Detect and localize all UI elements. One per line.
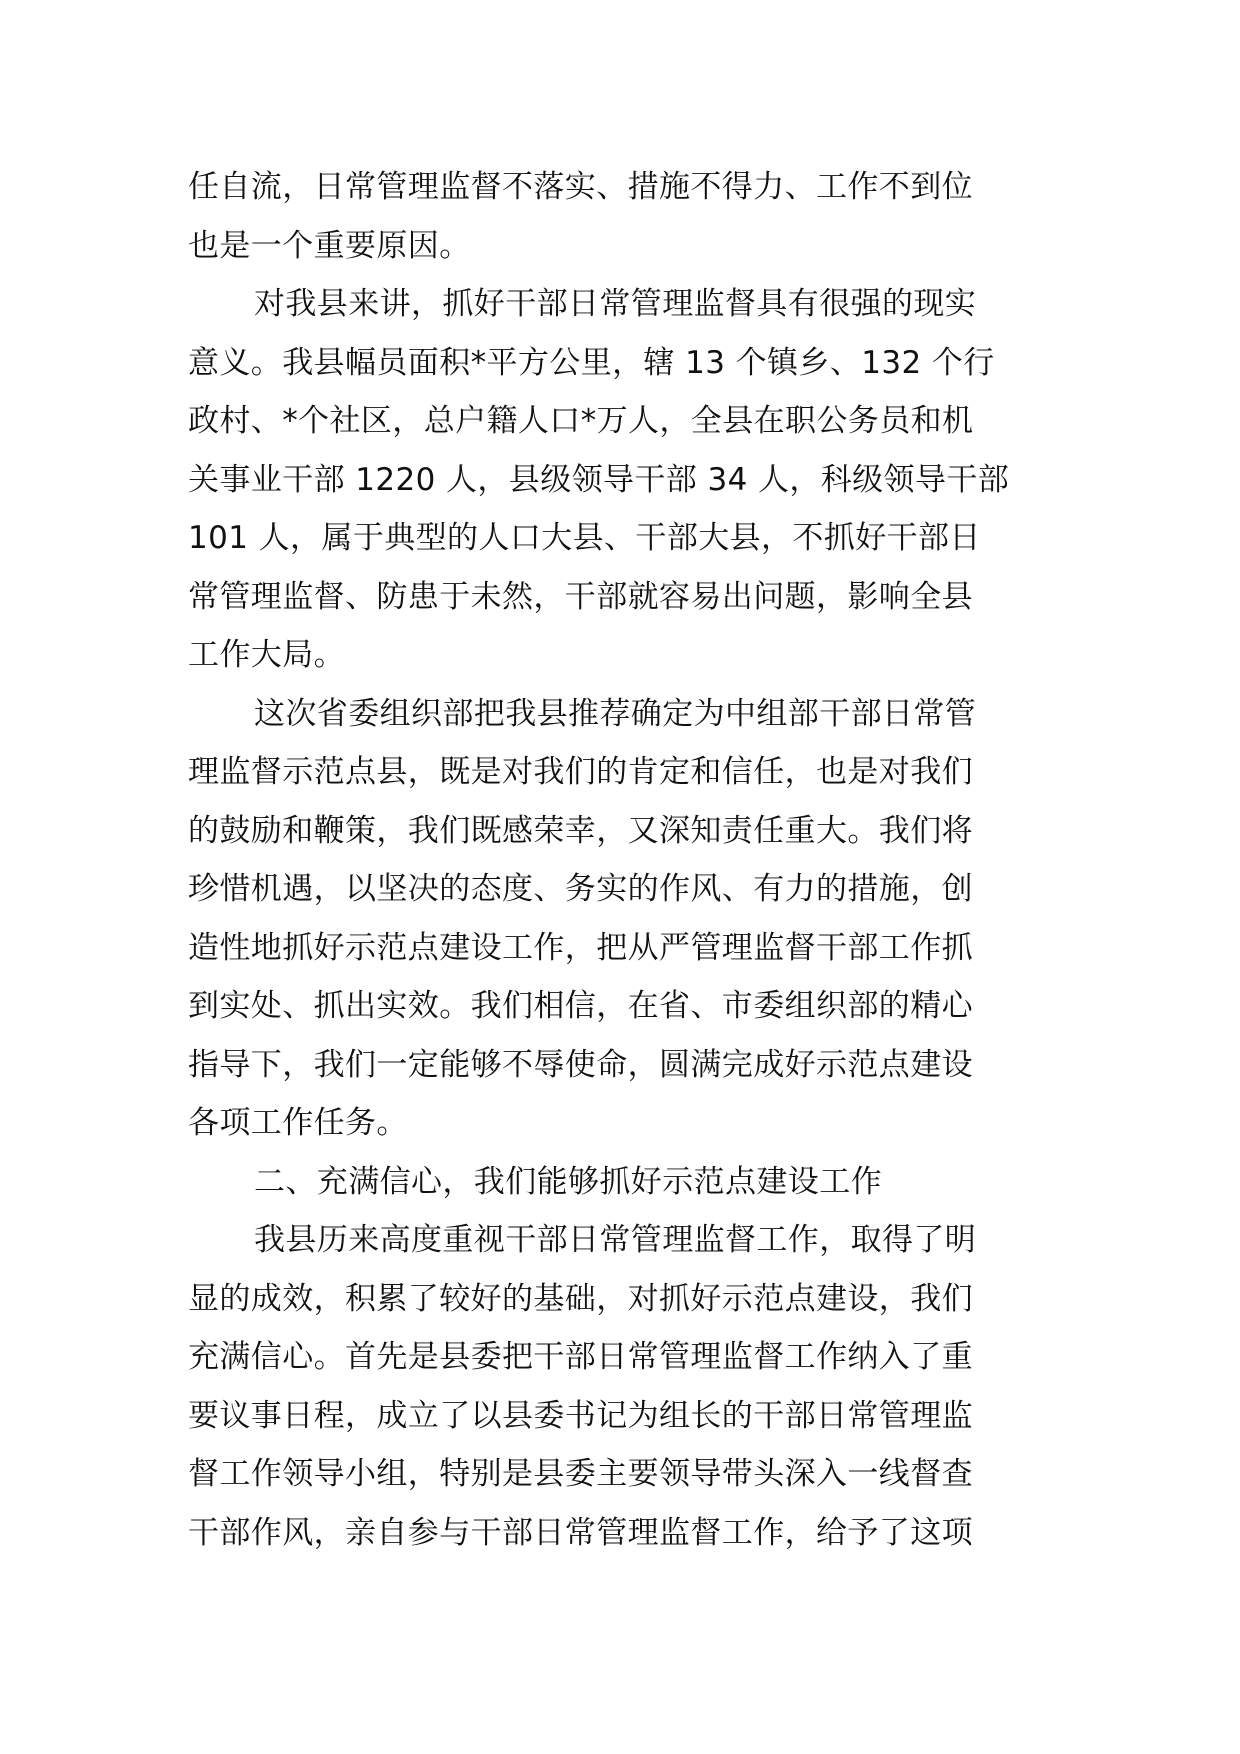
text-line: 理监督示范点县，既是对我们的肯定和信任，也是对我们: [188, 754, 973, 790]
text-line: 显的成效，积累了较好的基础，对抓好示范点建设，我们: [188, 1280, 973, 1317]
paragraph-start-line: 对我县来讲，抓好干部日常管理监督具有很强的现实: [254, 286, 977, 322]
text-line: 工作大局。: [188, 637, 345, 673]
text-line: 也是一个重要原因。: [188, 227, 471, 264]
text-line: 到实处、抓出实效。我们相信，在省、市委组织部的精心: [188, 988, 973, 1024]
text-line: 的鼓励和鞭策，我们既感荣幸，又深知责任重大。我们将: [188, 812, 973, 849]
paragraph-start-line: 这次省委组织部把我县推荐确定为中组部干部日常管: [254, 695, 977, 732]
text-line: 干部作风，亲自参与干部日常管理监督工作，给予了这项: [188, 1514, 973, 1551]
text-line: 关事业干部 1220 人，县级领导干部 34 人，科级领导干部: [188, 461, 1010, 498]
text-line: 意义。我县幅员面积*平方公里，辖 13 个镇乡、132 个行: [188, 344, 995, 381]
body-text: [188, 158, 1058, 1562]
text-line: 各项工作任务。: [188, 1105, 408, 1141]
text-line: 督工作领导小组，特别是县委主要领导带头深入一线督查: [188, 1456, 973, 1492]
text-line: 政村、*个社区，总户籍人口*万人，全县在职公务员和机: [188, 403, 974, 439]
text-line: 任自流，日常管理监督不落实、措施不得力、工作不到位: [188, 169, 973, 205]
text-line: 珍惜机遇，以坚决的态度、务实的作风、有力的措施，创: [188, 871, 973, 907]
section-heading: 二、充满信心，我们能够抓好示范点建设工作: [254, 1163, 882, 1200]
paragraph-start-line: 我县历来高度重视干部日常管理监督工作，取得了明: [254, 1222, 977, 1258]
text-line: 101 人，属于典型的人口大县、干部大县，不抓好干部日: [188, 520, 981, 556]
text-line: 充满信心。首先是县委把干部日常管理监督工作纳入了重: [188, 1339, 973, 1375]
text-line: 造性地抓好示范点建设工作，把从严管理监督干部工作抓: [188, 929, 973, 966]
text-line: 指导下，我们一定能够不辱使命，圆满完成好示范点建设: [188, 1046, 973, 1083]
text-line: 常管理监督、防患于未然，干部就容易出问题，影响全县: [188, 578, 973, 615]
text-line: 要议事日程，成立了以县委书记为组长的干部日常管理监: [188, 1397, 973, 1434]
